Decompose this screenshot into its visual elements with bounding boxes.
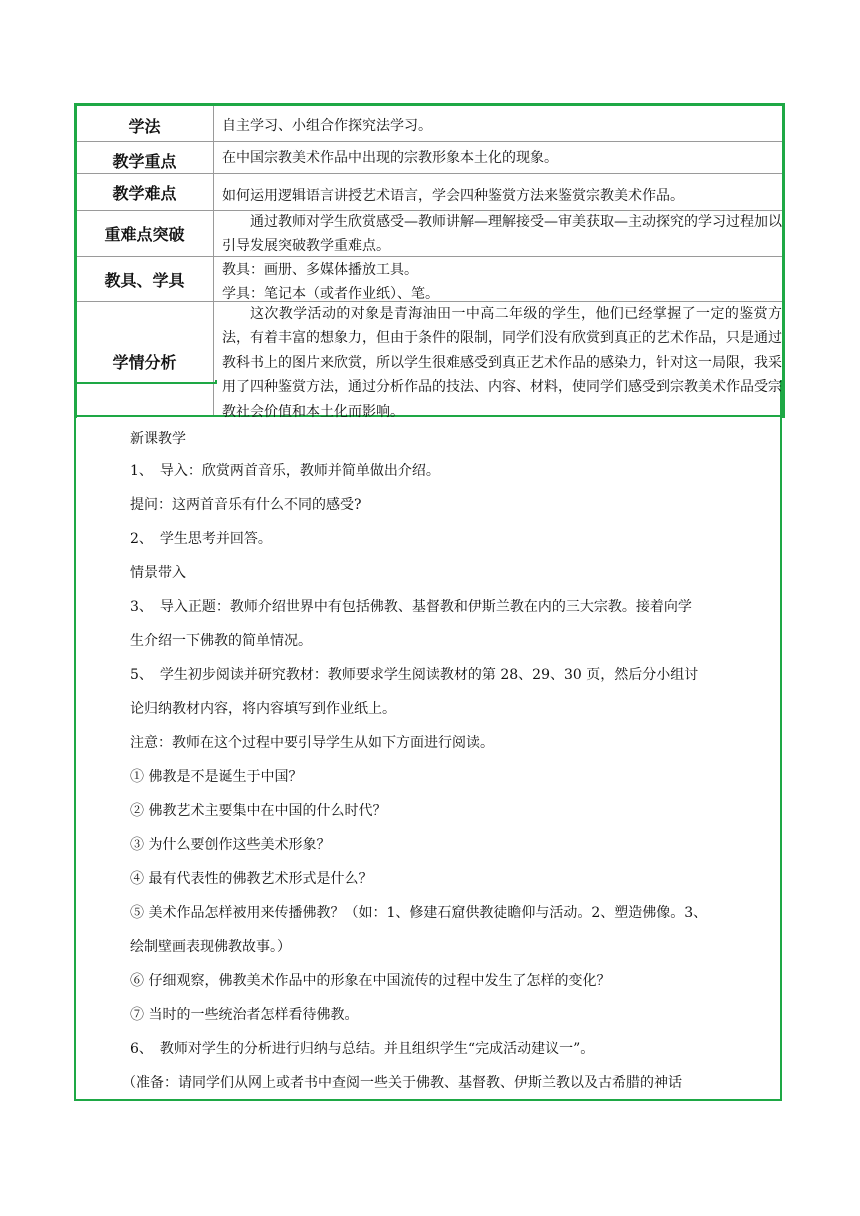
lesson-line: 3、 导入正题：教师介绍世界中有包括佛教、基督教和伊斯兰教在内的三大宗教。接着向学 [130,599,692,615]
lesson-line: 生介绍一下佛教的简单情况。 [130,633,312,649]
lesson-line: 5、 学生初步阅读并研究教材：教师要求学生阅读教材的第 28、29、30 页，然后分小组讨 [130,667,699,683]
lesson-question: ⑦ 当时的一些统治者怎样看待佛教。 [130,1007,359,1023]
lesson-line: 注意：教师在这个过程中要引导学生从如下方面进行阅读。 [130,735,494,751]
row-label-difficulty: 教学难点 [112,184,177,203]
row-content-study-method: 自主学习、小组合作探究法学习。 [222,118,432,134]
lesson-question: ⑤ 美术作品怎样被用来传播佛教？（如：1、修建石窟供教徒瞻仰与活动。2、塑造佛像。3、 [130,905,708,921]
row-content-teaching-tools [222,258,782,306]
lesson-question: ⑥ 仔细观察，佛教美术作品中的形象在中国流传的过程中发生了怎样的变化？ [130,973,611,989]
lesson-line: 绘制壁画表现佛教故事。） [130,939,291,955]
lesson-frame-right [780,415,782,1101]
lesson-line: （准备：请同学们从网上或者书中查阅一些关于佛教、基督教、伊斯兰教以及古希腊的神话 [122,1075,682,1091]
lesson-line: 2、 学生思考并回答。 [130,531,272,547]
row-label-teaching-tools: 教具、学具 [104,271,185,290]
row-content-learner-analysis: 这次教学活动的对象是青海油田一中高二年级的学生，他们已经掌握了一定的鉴赏方法，有着丰富的想象力，但由于条件的限制，同学们没有欣赏到真正的艺术作品，只是通过教科书上的图片来欣赏，所以学生很难感受到真正艺术作品的感染力，针对这一局限，我采用了四种鉴赏方法，通过分析作品的技法、内容、材料，使同学们感受到宗教美术作品受宗教社会价值和本土化而影响。 [222,306,782,420]
lesson-question: ① 佛教是不是诞生于中国？ [130,769,303,785]
row-label-breakthrough: 重难点突破 [104,225,185,244]
table-frame-top [74,103,785,106]
row-content-difficulty: 如何运用逻辑语言讲授艺术语言，学会四种鉴赏方法来鉴赏宗教美术作品。 [222,188,684,204]
lesson-line: 论归纳教材内容，将内容填写到作业纸上。 [130,701,396,717]
lesson-line: 提问：这两首音乐有什么不同的感受? [130,497,362,513]
lesson-line: 6、 教师对学生的分析进行归纳与总结。并且组织学生“完成活动建议一”。 [130,1041,595,1057]
lesson-heading: 新课教学 [130,431,186,447]
table-rule [213,106,214,417]
row-label-study-method: 学法 [128,117,161,136]
table-frame-right [782,103,785,418]
table-rule [76,173,783,174]
lesson-frame-bottom [74,1099,782,1101]
lesson-frame-left [74,415,76,1101]
table-rule [76,141,783,142]
lesson-question: ② 佛教艺术主要集中在中国的什么时代？ [130,803,387,819]
overlap-frame-line [74,382,217,384]
lesson-line: 情景带入 [130,565,186,581]
row-content-breakthrough: 通过教师对学生欣赏感受—教师讲解—理解接受—审美获取—主动探究的学习过程加以引导发展突破教学重难点。 [222,214,782,254]
row-content-key-point: 在中国宗教美术作品中出现的宗教形象本土化的现象。 [222,150,558,166]
lesson-question: ③ 为什么要创作这些美术形象？ [130,837,331,853]
overlap-frame-line [215,380,217,384]
lesson-line: 1、 导入：欣赏两首音乐，教师并简单做出介绍。 [130,463,440,479]
teaching-tools-line: 教具：画册、多媒体播放工具。 [222,262,418,278]
row-label-key-point: 教学重点 [112,152,177,171]
lesson-question: ④ 最有代表性的佛教艺术形式是什么？ [130,871,373,887]
row-label-learner-analysis: 学情分析 [112,353,177,372]
learning-tools-line: 学具：笔记本（或者作业纸）、笔。 [222,286,439,302]
